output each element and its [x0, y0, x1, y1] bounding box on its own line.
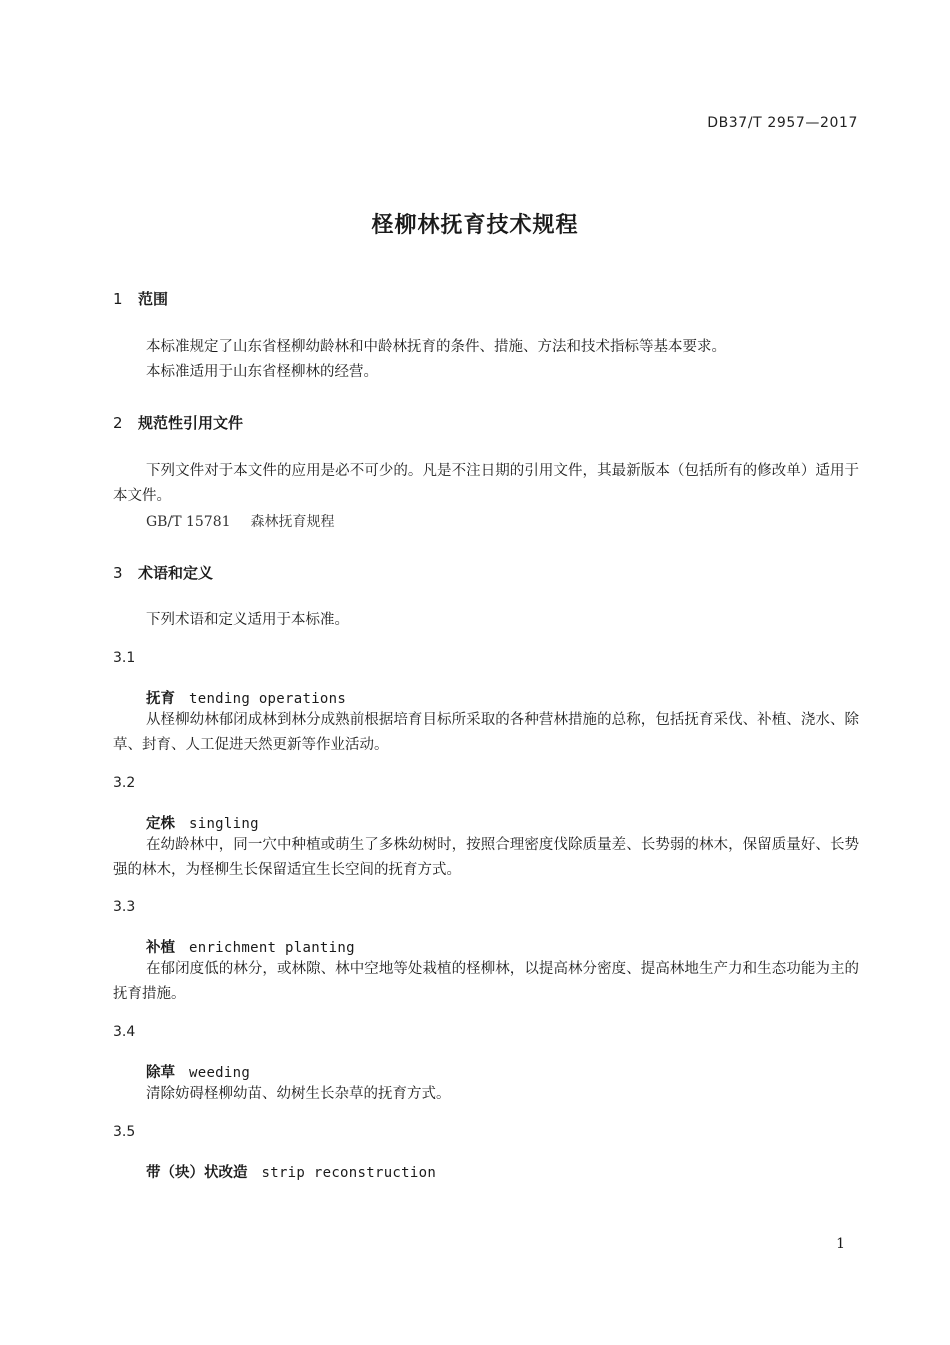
- section-title: 术语和定义: [138, 564, 214, 582]
- section-number: 2: [113, 414, 123, 432]
- clause-number: 3.1: [113, 650, 136, 666]
- section-heading-terms: [113, 562, 213, 583]
- reference-title: 森林抚育规程: [250, 514, 335, 530]
- term-zh: 除草: [146, 1065, 175, 1081]
- clause-number: 3.3: [113, 899, 136, 915]
- term-zh: 抚育: [146, 691, 175, 707]
- normative-refs-paragraph: 下列文件对于本文件的应用是必不可少的。凡是不注日期的引用文件，其最新版本（包括所有的修改单）适用于本文件。: [113, 463, 859, 504]
- section-title: 范围: [138, 290, 169, 308]
- term-en: tending operations: [189, 691, 347, 707]
- section-heading-normative-refs: [113, 412, 243, 433]
- section-number: 1: [113, 290, 123, 308]
- term-en: strip reconstruction: [261, 1165, 437, 1181]
- term-entry: [146, 936, 355, 957]
- page-number: 1: [836, 1236, 845, 1252]
- section-number: 3: [113, 564, 123, 582]
- scope-paragraph-2: 本标准适用于山东省柽柳林的经营。: [146, 364, 378, 380]
- reference-code: GB/T 15781: [146, 514, 231, 530]
- term-entry: [146, 812, 259, 833]
- term-en: singling: [189, 816, 259, 832]
- term-definition: 在郁闭度低的林分，或林隙、林中空地等处栽植的柽柳林，以提高林分密度、提高林地生产力和生态功能为主的抚育措施。: [113, 961, 859, 1002]
- term-en: weeding: [189, 1065, 251, 1081]
- clause-number: 3.2: [113, 775, 136, 791]
- term-entry: [146, 1161, 436, 1182]
- term-entry: [146, 687, 346, 708]
- term-entry: [146, 1061, 250, 1082]
- section-title: 规范性引用文件: [138, 414, 244, 432]
- term-definition: 清除妨碍柽柳幼苗、幼树生长杂草的抚育方式。: [146, 1086, 451, 1102]
- scope-paragraph-1: 本标准规定了山东省柽柳幼龄林和中龄林抚育的条件、措施、方法和技术指标等基本要求。: [146, 339, 726, 355]
- reference-entry: [146, 511, 335, 531]
- term-definition: 在幼龄林中，同一穴中种植或萌生了多株幼树时，按照合理密度伐除质量差、长势弱的林木，保留质量好、长势强的林木，为柽柳生长保留适宜生长空间的抚育方式。: [113, 837, 859, 878]
- standard-code: DB37/T 2957—2017: [707, 115, 858, 131]
- document-title: 柽柳林抚育技术规程: [371, 213, 579, 238]
- term-zh: 补植: [146, 940, 175, 956]
- term-zh: 带（块）状改造: [146, 1165, 248, 1181]
- term-zh: 定株: [146, 816, 175, 832]
- term-definition: 从柽柳幼林郁闭成林到林分成熟前根据培育目标所采取的各种营林措施的总称，包括抚育采伐、补植、浇水、除草、封育、人工促进天然更新等作业活动。: [113, 712, 859, 753]
- clause-number: 3.4: [113, 1024, 136, 1040]
- section-heading-scope: [113, 288, 168, 309]
- clause-number: 3.5: [113, 1124, 136, 1140]
- terms-intro: 下列术语和定义适用于本标准。: [146, 612, 349, 628]
- term-en: enrichment planting: [189, 940, 355, 956]
